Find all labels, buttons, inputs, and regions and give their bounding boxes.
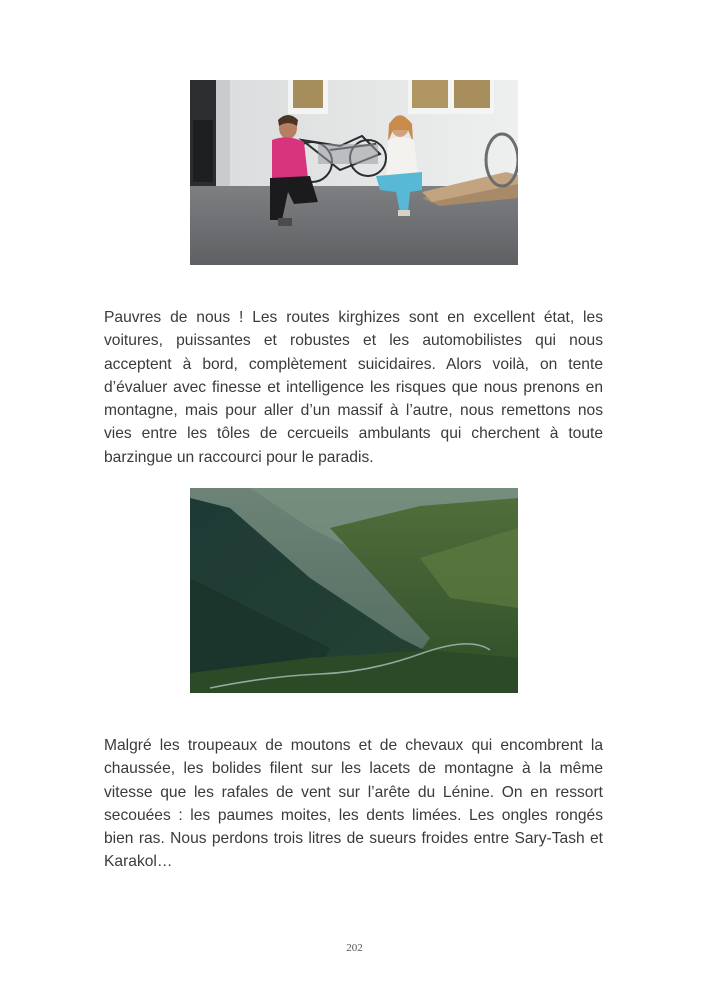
photo-mountain-valley — [190, 488, 518, 693]
body-paragraph-2: Malgré les troupeaux de moutons et de chevaux qui encombrent la chaussée, les bolides filent sur les lacets de montagne à la même vitesse que les rafales de vent sur l’arête du Lénine. On en ressort secouées : les paumes moites, les dents limées. Les ongles rongés bien ras. Nous perdons trois litres de sueurs froides entre Sary-Tash et Karakol… — [104, 737, 603, 871]
photo-women-with-bicycles — [190, 80, 518, 265]
page-number: 202 — [346, 942, 363, 954]
body-paragraph-1: Pauvres de nous ! Les routes kirghizes sont en excellent état, les voitures, puissantes et robustes et les automobilistes qui nous acceptent à bord, complètement suicidaires. Alors voilà, on tente d’évaluer avec finesse et intelligence les risques que nous prenons en montagne, mais pour aller d’un massif à l’autre, nous remettons nos vies entre les tôles de cercueils ambulants qui cherchent à toute barzingue un raccourci pour le paradis. — [104, 309, 603, 466]
